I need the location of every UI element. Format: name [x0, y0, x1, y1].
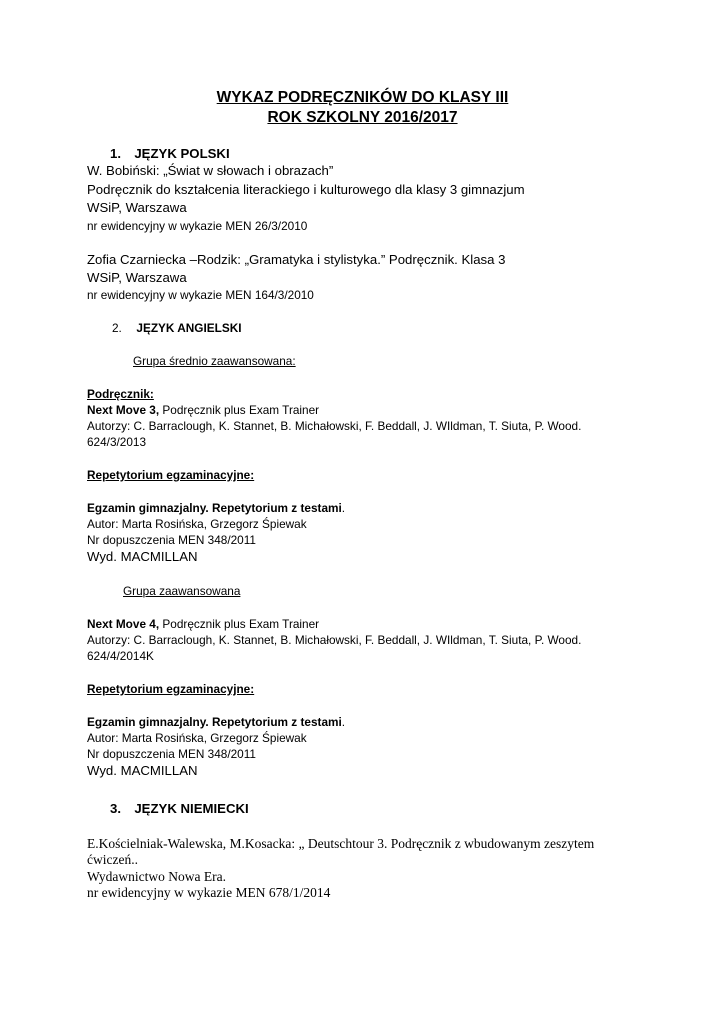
section-number: 3. — [110, 801, 121, 816]
section-heading-niemiecki — [110, 801, 249, 816]
title-line-1: WYKAZ PODRĘCZNIKÓW DO KLASY III — [216, 89, 509, 106]
polski-book2-publisher: WSiP, Warszawa — [87, 270, 187, 285]
group2-rep-title-dot: . — [341, 715, 346, 729]
group1-book — [87, 403, 319, 417]
group2-rep-label: Repetytorium egzaminacyjne: — [87, 682, 255, 696]
polski-book1-description: Podręcznik do kształcenia literackiego i kulturowego dla klasy 3 gimnazjum — [87, 182, 525, 197]
group1-rep-title-dot: . — [341, 501, 346, 515]
group1-rep-authors: Autor: Marta Rosińska, Grzegorz Śpiewak — [87, 517, 307, 531]
group1-rep-label: Repetytorium egzaminacyjne: — [87, 468, 255, 482]
polski-book1-registry: nr ewidencyjny w wykazie MEN 26/3/2010 — [87, 219, 308, 233]
section-title: JĘZYK POLSKI — [134, 146, 230, 161]
title-line-2: ROK SZKOLNY 2016/2017 — [267, 109, 458, 126]
group2-book-subtitle: Podręcznik plus Exam Trainer — [159, 617, 320, 631]
section-heading-angielski — [112, 321, 242, 335]
group2-rep-approval: Nr dopuszczenia MEN 348/2011 — [87, 747, 256, 761]
group2-rep-publisher: Wyd. MACMILLAN — [87, 763, 198, 778]
section-heading-polski — [110, 146, 230, 161]
polski-book1-publisher: WSiP, Warszawa — [87, 200, 187, 215]
group2-rep-title-bold: Egzamin gimnazjalny. Repetytorium z testami — [87, 715, 342, 729]
group1-code: 624/3/2013 — [87, 435, 147, 449]
document-title — [0, 88, 725, 128]
niemiecki-book-line1: E.Kościelniak-Walewska, M.Kosacka: „ Deutschtour 3. Podręcznik z wbudowanym zeszytem — [87, 836, 595, 851]
group2-rep-title — [87, 715, 345, 729]
niemiecki-registry: nr ewidencyjny w wykazie MEN 678/1/2014 — [87, 885, 331, 900]
section-number: 2. — [112, 321, 122, 335]
group1-book-subtitle: Podręcznik plus Exam Trainer — [159, 403, 320, 417]
group1-textbook-label: Podręcznik: — [87, 387, 154, 401]
group1-authors: Autorzy: C. Barraclough, K. Stannet, B. Michałowski, F. Beddall, J. WIldman, T. Siuta, P. Wood. — [87, 419, 582, 433]
group2-authors: Autorzy: C. Barraclough, K. Stannet, B. Michałowski, F. Beddall, J. WIldman, T. Siuta, P. Wood. — [87, 633, 582, 647]
group1-rep-title-bold: Egzamin gimnazjalny. Repetytorium z testami — [87, 501, 342, 515]
group2-name: Grupa zaawansowana — [123, 584, 241, 598]
section-title: JĘZYK NIEMIECKI — [134, 801, 249, 816]
group1-name: Grupa średnio zaawansowana: — [133, 354, 296, 368]
polski-book2-registry: nr ewidencyjny w wykazie MEN 164/3/2010 — [87, 288, 314, 302]
polski-book1-author-title: W. Bobiński: „Świat w słowach i obrazach” — [87, 163, 334, 178]
group1-rep-approval: Nr dopuszczenia MEN 348/2011 — [87, 533, 256, 547]
group2-book-title: Next Move 4, — [87, 617, 160, 631]
niemiecki-book-line2: ćwiczeń.. — [87, 852, 138, 867]
group1-book-title: Next Move 3, — [87, 403, 160, 417]
group1-rep-title — [87, 501, 345, 515]
group2-book — [87, 617, 319, 631]
group2-code: 624/4/2014K — [87, 649, 154, 663]
polski-book2-author-title: Zofia Czarniecka –Rodzik: „Gramatyka i stylistyka.” Podręcznik. Klasa 3 — [87, 252, 506, 267]
section-number: 1. — [110, 146, 121, 161]
section-title: JĘZYK ANGIELSKI — [136, 321, 242, 335]
group1-rep-publisher: Wyd. MACMILLAN — [87, 549, 198, 564]
group2-rep-authors: Autor: Marta Rosińska, Grzegorz Śpiewak — [87, 731, 307, 745]
niemiecki-publisher: Wydawnictwo Nowa Era. — [87, 869, 227, 884]
